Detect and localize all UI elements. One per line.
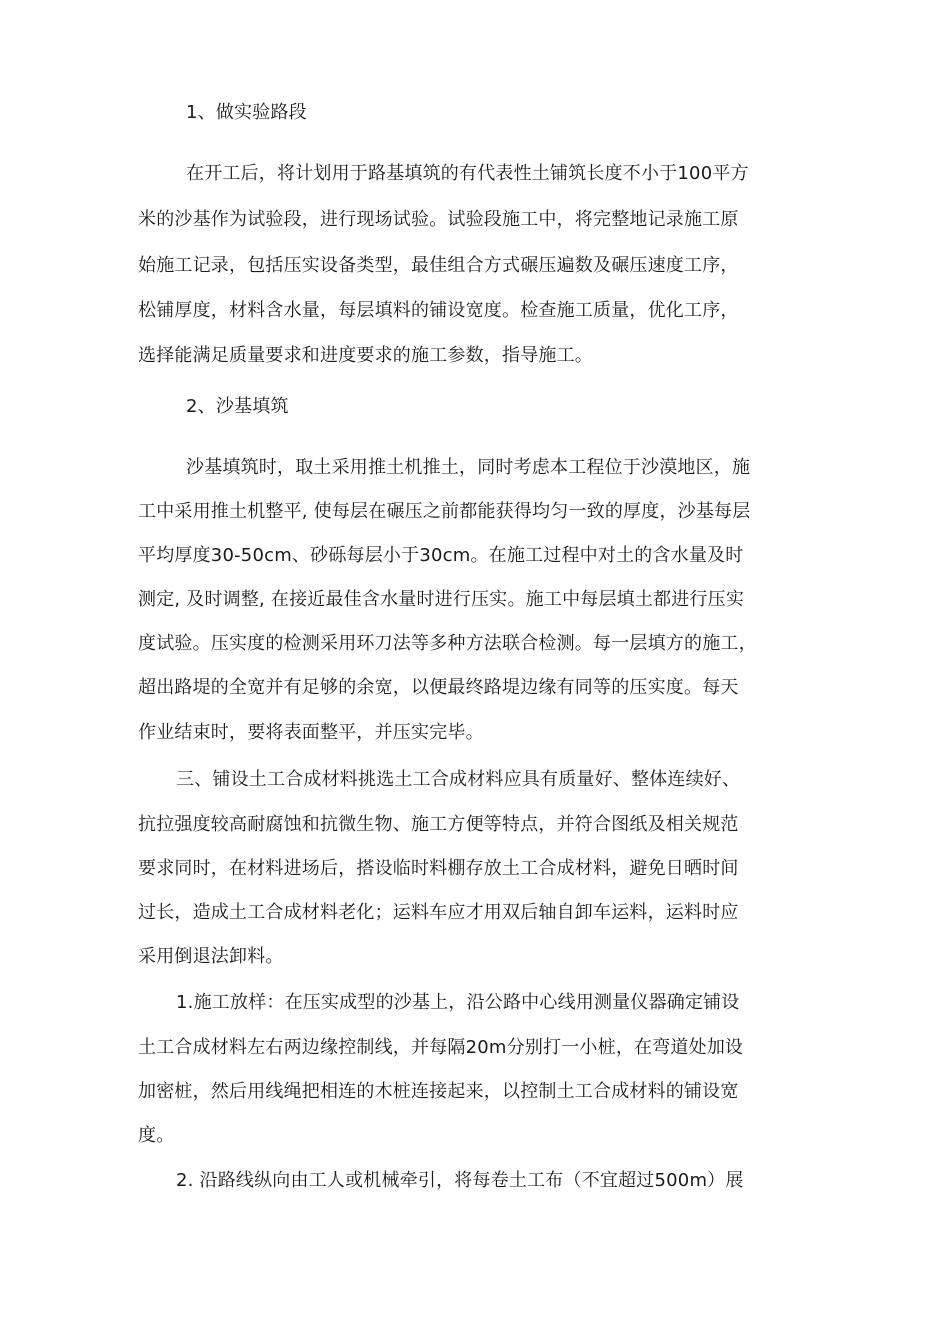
paragraph-line: 米的沙基作为试验段，进行现场试验。试验段施工中，将完整地记录施工原 xyxy=(138,209,739,230)
paragraph-line: 抗拉强度较高耐腐蚀和抗微生物、施工方便等特点，并符合图纸及相关规范 xyxy=(138,814,739,835)
paragraph-line: 1.施工放样：在压实成型的沙基上，沿公路中心线用测量仪器确定铺设 xyxy=(176,992,740,1013)
paragraph-line: 土工合成材料左右两边缘控制线，并每隔20m分别打一小桩，在弯道处加设 xyxy=(138,1037,744,1058)
paragraph-line: 测定, 及时调整, 在接近最佳含水量时进行压实。施工中每层填土都进行压实 xyxy=(138,589,745,610)
paragraph-line: 超出路堤的全宽并有足够的余宽，以便最终路堤边缘有同等的压实度。每天 xyxy=(138,677,739,698)
section-heading: 1、做实验路段 xyxy=(186,102,307,123)
paragraph-line: 采用倒退法卸料。 xyxy=(138,946,284,967)
paragraph-line: 2. 沿路线纵向由工人或机械牵引，将每卷土工布（不宜超过500m）展 xyxy=(176,1170,744,1191)
paragraph-line: 工中采用推土机整平, 使每层在碾压之前都能获得均匀一致的厚度，沙基每层 xyxy=(138,501,751,522)
paragraph-line: 沙基填筑时，取土采用推土机推土，同时考虑本工程位于沙漠地区，施 xyxy=(186,457,751,478)
paragraph-line: 要求同时，在材料进场后，搭设临时料棚存放土工合成材料，避免日晒时间 xyxy=(138,858,739,879)
paragraph-line: 松铺厚度，材料含水量，每层填料的铺设宽度。检查施工质量，优化工序， xyxy=(138,300,739,321)
paragraph-line: 平均厚度30-50cm、砂砾每层小于30cm。在施工过程中对土的含水量及时 xyxy=(138,545,744,566)
paragraph-line: 加密桩，然后用线绳把相连的木桩连接起来，以控制土工合成材料的铺设宽 xyxy=(138,1081,739,1102)
paragraph-line: 作业结束时，要将表面整平，并压实完毕。 xyxy=(138,722,484,743)
paragraph-line: 度试验。压实度的检测采用环刀法等多种方法联合检测。每一层填方的施工， xyxy=(138,633,757,654)
section-heading: 2、沙基填筑 xyxy=(186,396,289,417)
paragraph-line: 在开工后，将计划用于路基填筑的有代表性土铺筑长度不小于100平方 xyxy=(186,163,749,184)
paragraph-line: 三、铺设土工合成材料挑选土工合成材料应具有质量好、整体连续好、 xyxy=(176,769,741,790)
paragraph-line: 选择能满足质量要求和进度要求的施工参数，指导施工。 xyxy=(138,345,593,366)
paragraph-line: 度。 xyxy=(138,1125,175,1146)
paragraph-line: 过长，造成土工合成材料老化；运料车应才用双后轴自卸车运料，运料时应 xyxy=(138,902,739,923)
paragraph-line: 始施工记录，包括压实设备类型，最佳组合方式碾压遍数及碾压速度工序， xyxy=(138,255,739,276)
